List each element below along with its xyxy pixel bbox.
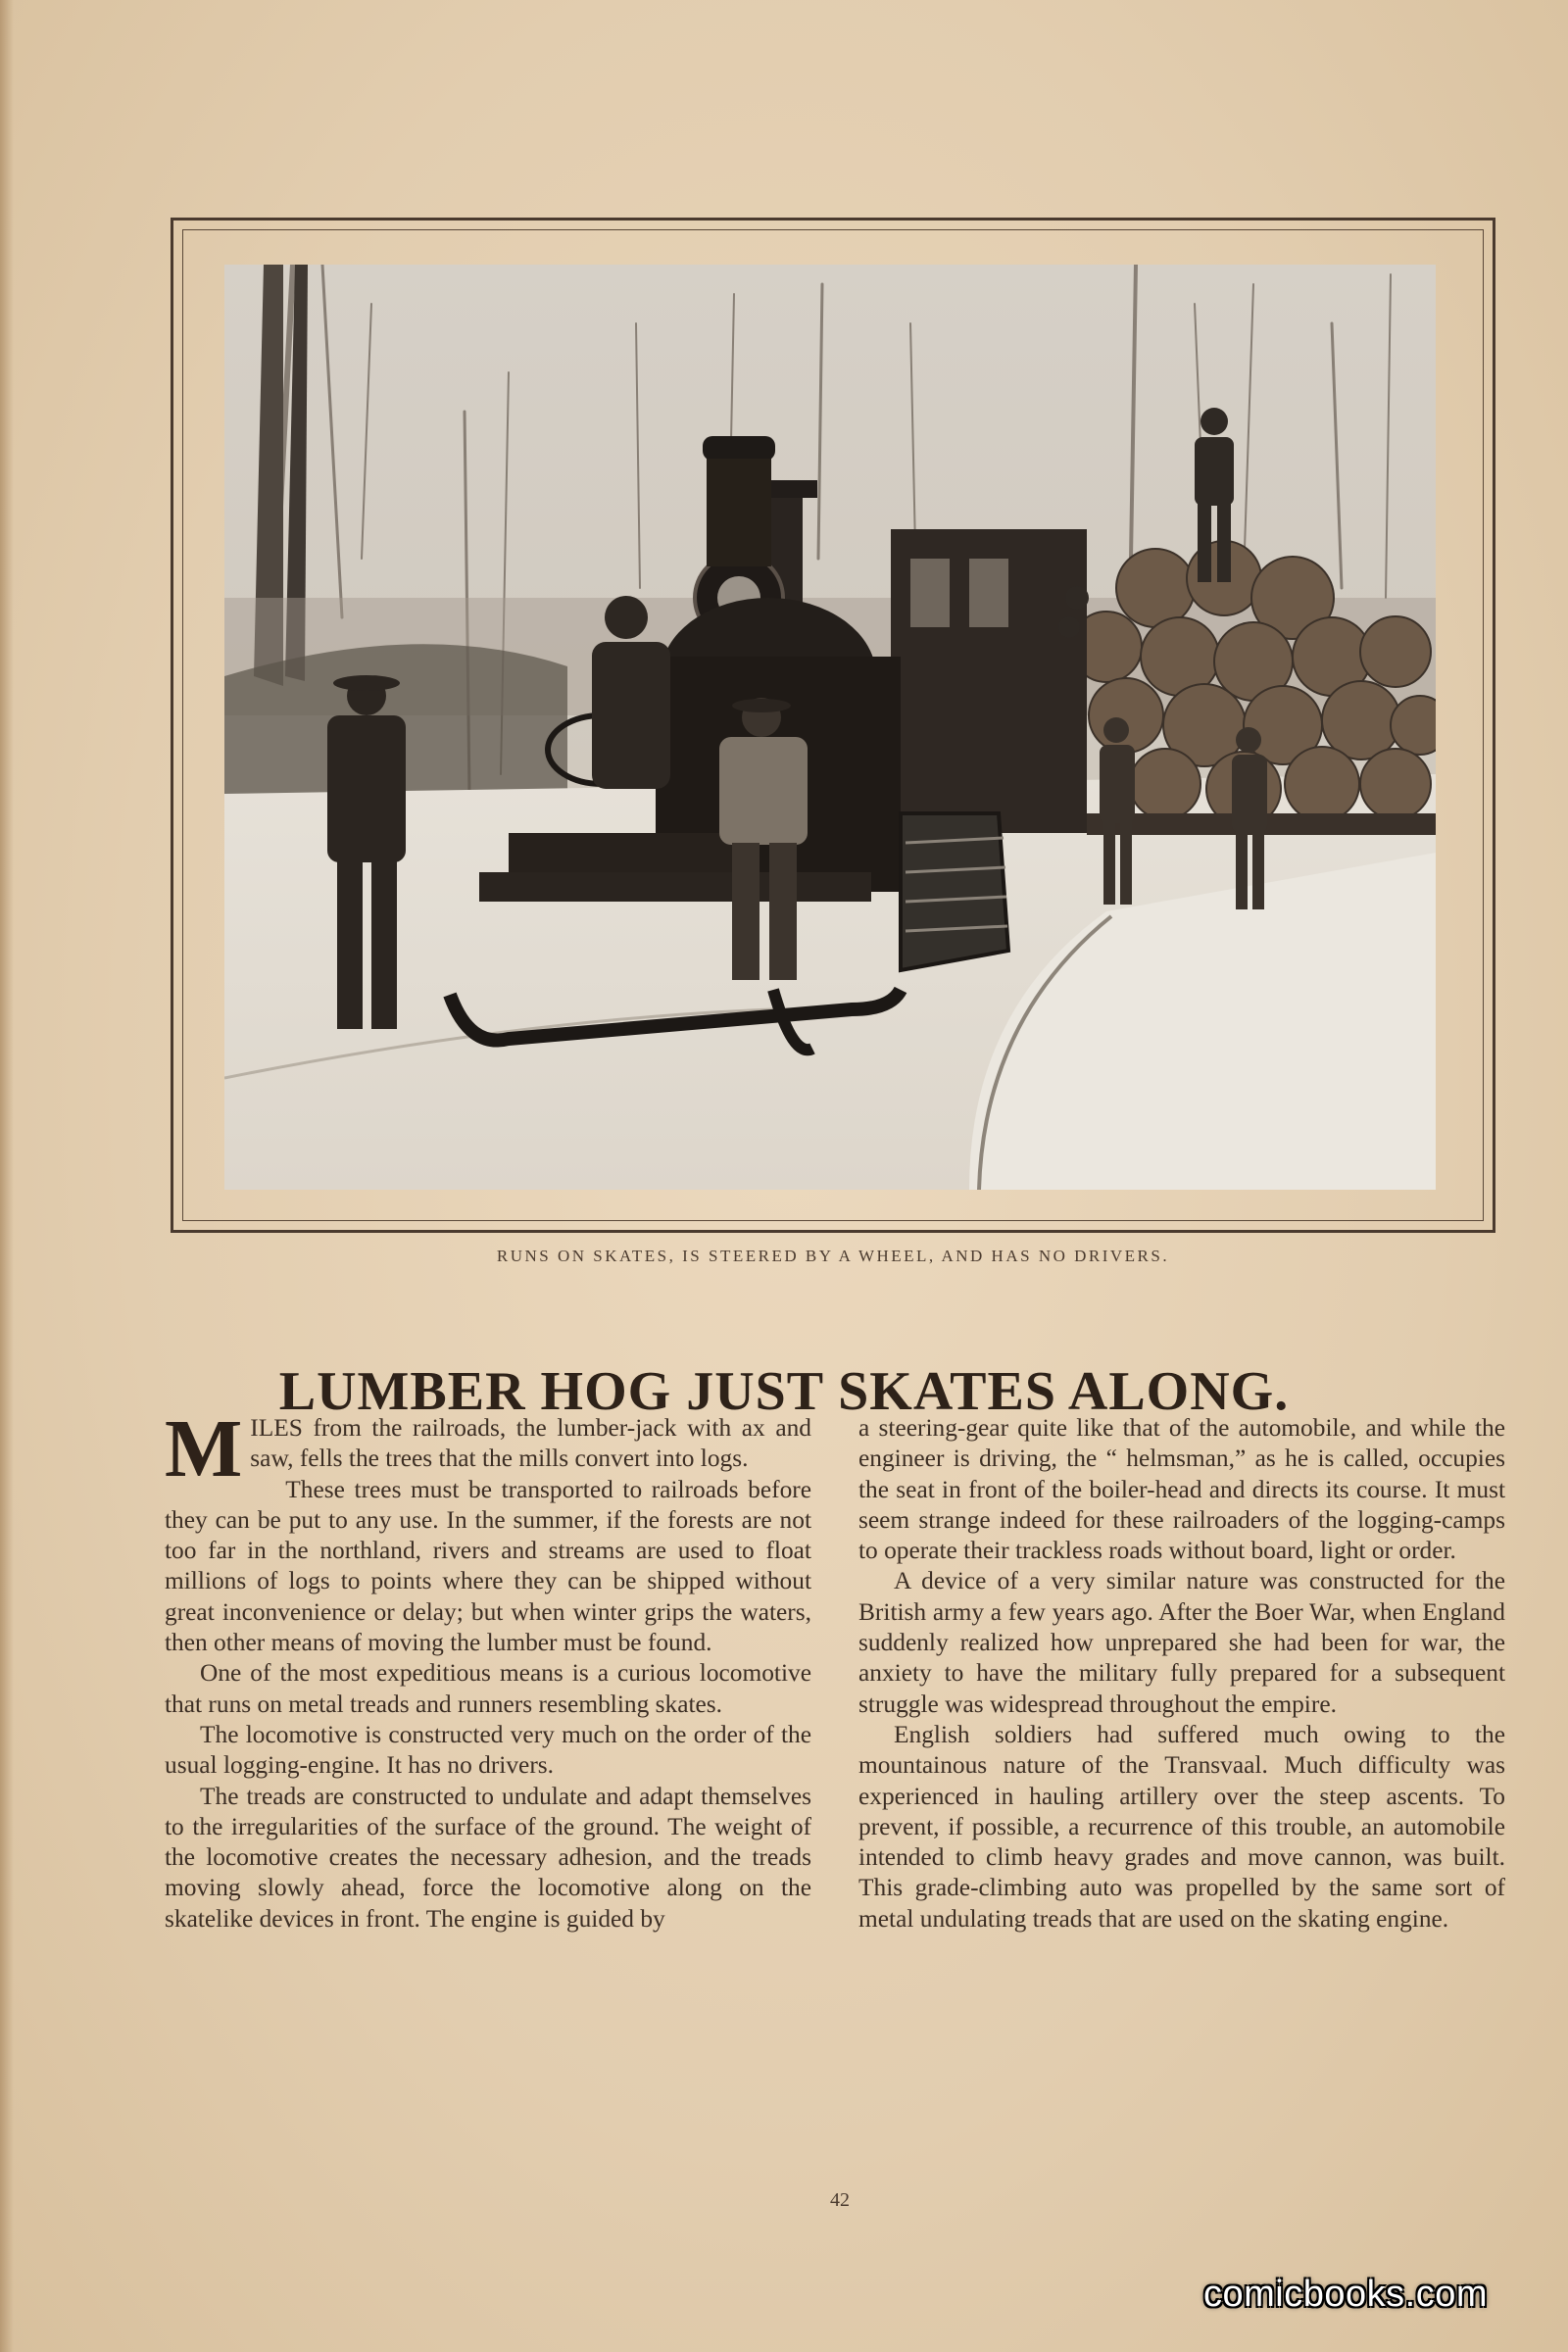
paragraph: The treads are constructed to undulate and adapt themselves to the irregularities of the surface of the ground. The weight of the locomotive creates the necessary adhesion, and the treads moving slowly ahead, force the locomotive along on the skatelike devices in front. The engine is guided by xyxy=(165,1782,811,1933)
paragraph: These trees must be transported to railroads before they can be put to any use. In the summer, if the forests are not too far in the northland, rivers and streams are used to float millions of logs to points where they can be shipped without great inconvenience or delay; but when winter grips the waters, then other means of moving the lumber must be found. xyxy=(165,1475,811,1657)
opening-paragraph xyxy=(165,1403,811,1494)
article-column-left xyxy=(165,1403,811,1935)
paragraph: The locomotive is constructed very much on the order of the usual logging-engine. It has no drivers. xyxy=(165,1720,811,1780)
site-watermark: comicbooks.com xyxy=(1203,2274,1488,2315)
page-edge-shadow xyxy=(0,0,14,2352)
article-title: LUMBER HOG JUST SKATES ALONG. xyxy=(278,1360,1290,1422)
article-column-right xyxy=(858,1413,1505,1935)
paragraph: A device of a very similar nature was constructed for the British army a few years ago. After the Boer War, when England suddenly realized how unprepared she had been for war, the anxiety to have the military fully prepared for a subsequent struggle was widespread throughout the empire. xyxy=(858,1567,1505,1718)
drop-cap: M xyxy=(165,1403,243,1494)
page-number: 42 xyxy=(830,2189,850,2211)
paragraph: English soldiers had suffered much owing to the mountainous nature of the Transvaal. Much difficulty was experienced in hauling artillery over the steep ascents. To prevent, if possible, a recurrence of this trouble, an automobile intended to climb heavy grades and move cannon, was built. This grade-climbing auto was propelled by the same sort of metal undulating treads that are used on the skating engine. xyxy=(858,1720,1505,1933)
photo-frame xyxy=(171,218,1495,1233)
photo-caption: RUNS ON SKATES, IS STEERED BY A WHEEL, AND HAS NO DRIVERS. xyxy=(496,1247,1170,1265)
locomotive-photograph xyxy=(224,265,1436,1190)
paragraph: One of the most expeditious means is a curious locomotive that runs on metal treads and runners resembling skates. xyxy=(165,1659,811,1718)
opening-text: ILES from the railroads, the lumber-jack with ax and saw, fells the trees that the mills convert into logs. xyxy=(250,1414,811,1473)
continued-paragraph: a steering-gear quite like that of the automobile, and while the engineer is driving, the “ helmsman,” as he is called, occupies the seat in front of the boiler-head and directs its course. It must seem strange indeed for these railroaders of the logging-camps to operate their trackless roads without board, light or order. xyxy=(858,1414,1505,1565)
